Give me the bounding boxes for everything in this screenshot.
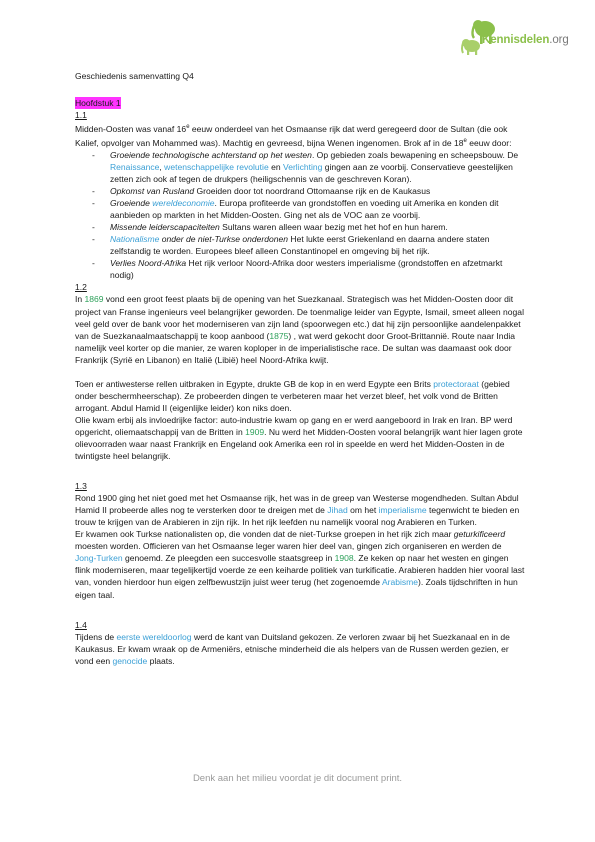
brand-name: Kennisdelen.org: [482, 34, 569, 46]
paragraph: In 1869 vond een groot feest plaats bij de opening van het Suezkanaal. Strategisch was het Midden-Oosten door dit project van Franse ingenieurs veel belangrijker geworden. De toenmalige leider van Egypte, Ismail, smeet alleen nogal veel geld over de bank voor het moderniseren van zijn land (spoorwegen etc.) dat hij zijn persoonlijke aandelenpakket van de Suezkanaalmaatschappij te koop aanbood (1875) , wat werd gekocht door Groot-Brittannië. Route naar India namelijk veel korter op die manier, ze waren koploper in de imperialistische race. De sultan was daamaast ook door Frankrijk (Syrië en Libanon) en Italië (Libië) heel Noord-Afrika kwijt.: [75, 294, 524, 365]
list-item: - Opkomst van Rusland Groeiden door tot noordrand Ottomaanse rijk en de Kaukasus: [110, 185, 525, 197]
list-item: - Missende leiderscapaciteiten Sultans waren alleen waar bezig met het hof en hun harem.: [110, 221, 525, 233]
kennisdelen-logo: [458, 16, 578, 58]
section-number: 1.4: [75, 619, 87, 630]
document-title: Geschiedenis samenvatting Q4: [75, 71, 194, 81]
cause-list: [75, 149, 525, 282]
list-item: - Groeiende technologische achterstand op het westen. Op gebieden zoals bewapening en scheepsbouw. De Renaissance, wetenschappelijke revolutie en Verlichting gingen aan ze voorbij. Conservatieve geestelijken zetten zich ook af tegen de drukpers (heiligschennis van de geschreven Koran).: [110, 149, 525, 185]
paragraph: Tijdens de eerste wereldoorlog werd de kant van Duitsland gekozen. Ze verloren zwaar bij het Suezkanaal en in de Kaukasus. Er kwam wraak op de Armeniërs, etnische minderheid die als helpers van de Russen werden gezien, er vond een genocide plaats.: [75, 631, 510, 666]
list-item: - Nationalisme onder de niet-Turkse onderdonen Het lukte eerst Griekenland en daarna andere staten zelfstandig te worden. Europees bleef alleen Constantinopel en omgeving bij het rijk.: [110, 233, 525, 257]
section-number: 1.2: [75, 282, 87, 293]
paragraph: Olie kwam erbij als invloedrijke factor: auto-industrie kwam op gang en er werd aangeboord in Irak en Iran. BP werd opgericht, oliemaatschappij van de Britten in 1909. Nu werd het Midden-Oosten vooral belangrijk want hier lagen grote olievoorraden waar naast Frankrijk en Engeland ook Amerika een rol in speelde en werd het Midden-Oosten in de twintigste heel belangrijk.: [75, 414, 523, 462]
paragraph: Rond 1900 ging het niet goed met het Osmaanse rijk, het was in de greep van Westerse mogendheden. Sultan Abdul Hamid II probeerde alles nog te versterken door te dreigen met de Jihad om het imperialisme tegenwicht te bieden en trouw te krijgen van de Arabieren in zijn rijk. In het rijk leefden nu namelijk vooral nog Arabieren en Turken.: [75, 493, 520, 528]
section-number: 1.1: [75, 110, 87, 121]
document-body: [75, 70, 525, 667]
list-item: - Verlies Noord-Afrika Het rijk verloor Noord-Afrika door westers imperialisme (grondstoffen en afzetmarkt nodig): [110, 257, 525, 281]
list-item: - Groeiende wereldeconomie. Europa profiteerde van grondstoffen en voeding uit Amerika en konden dit aanbieden op markten in het Midden-Oosten. Ging net als de VOC aan ze voorbij.: [110, 197, 525, 221]
paragraph: Midden-Oosten was vanaf 16e eeuw onderdeel van het Osmaanse rijk dat werd geregeerd door de Sultan (die ook Kalief, opvolger van Mohammed was). Machtig en gevreesd, bijna Wenen ingenomen. Brok af in de 18e eeuw door:: [75, 123, 512, 148]
paragraph: Toen er antiwesterse rellen uitbraken in Egypte, drukte GB de kop in en werd Egypte een Brits protectoraat (gebied onder beschermheerschap). Ze probeerden dingen te verbeteren maar het verzet bleef, het volk vond de Britten arrogant. Abdul Hamid II (eigenlijke leider) kon niks doen.: [75, 378, 510, 413]
paragraph: Er kwamen ook Turkse nationalisten op, die vonden dat de niet-Turkse groepen in het rijk zich maar geturkificeerd moesten worden. Officieren van het Osmaanse leger waren hier deel van, gingen zich organiseren en werden de Jong-Turken genoemd. Ze pleegden een succesvolle staatsgreep in 1908. Ze keken op naar het westen en gingen flink moderniseren, maar tegelijkertijd voerde ze een keiharde politiek van turkificatie. Arabieren hadden hier vooral last van, vonden hierdoor hun eigen zelfbewustzijn juist weer terug (het zogenoemde Arabisme). Zoals tijdschriften in hun eigen taal.: [75, 529, 525, 600]
footer-note: Denk aan het milieu voordat je dit document print.: [192, 773, 403, 784]
chapter-heading: Hoofdstuk 1: [75, 98, 121, 109]
section-number: 1.3: [75, 481, 87, 492]
